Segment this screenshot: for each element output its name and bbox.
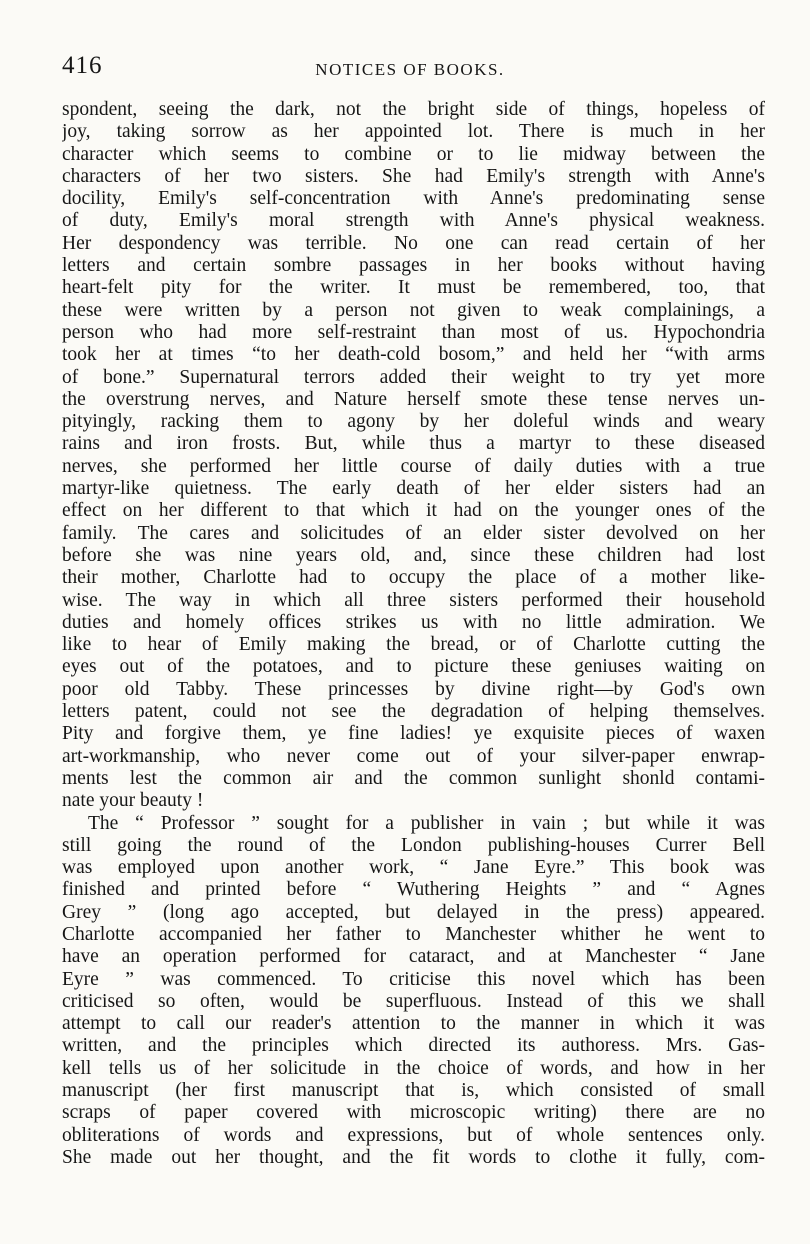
text-line: person who had more self-restraint than most of us. Hypochondria: [62, 321, 765, 343]
text-line: these were written by a person not given to weak complainings, a: [62, 299, 765, 321]
text-line: spondent, seeing the dark, not the bright side of things, hopeless of: [62, 99, 765, 120]
text-line: written, and the principles which directed its authoress. Mrs. Gas-: [62, 1035, 765, 1057]
text-line: ments lest the common air and the common sunlight shonld contami-: [62, 767, 765, 789]
text-line: joy, taking sorrow as her appointed lot. There is much in her: [62, 121, 765, 143]
text-line: criticised so often, would be superfluous. Instead of this we shall: [62, 990, 765, 1012]
text-line: heart-felt pity for the writer. It must be remembered, too, that: [62, 277, 765, 299]
body-text: [62, 99, 765, 1169]
text-line: rains and iron frosts. But, while thus a martyr to these diseased: [62, 433, 765, 455]
text-line: docility, Emily's self-concentration with Anne's predominating sense: [62, 188, 765, 210]
running-head: NOTICES OF BOOKS.: [315, 60, 505, 79]
text-line: family. The cares and solicitudes of an elder sister devolved on her: [62, 522, 765, 544]
text-line: nerves, she performed her little course of daily duties with a true: [62, 455, 765, 477]
text-line: wise. The way in which all three sisters performed their household: [62, 589, 765, 611]
text-line: characters of her two sisters. She had Emily's strength with Anne's: [62, 165, 765, 187]
text-line: the overstrung nerves, and Nature herself smote these tense nerves un-: [62, 388, 765, 410]
text-line: letters patent, could not see the degradation of helping themselves.: [62, 701, 765, 723]
text-line: of duty, Emily's moral strength with Anne's physical weakness.: [62, 210, 765, 232]
text-line: Grey ” (long ago accepted, but delayed in the press) appeared.: [62, 901, 765, 923]
text-line: The “ Professor ” sought for a publisher in vain ; but while it was: [88, 812, 765, 834]
text-line: letters and certain sombre passages in her books without having: [62, 255, 765, 277]
text-line: effect on her different to that which it had on the younger ones of the: [62, 500, 765, 522]
text-line: eyes out of the potatoes, and to picture these geniuses waiting on: [62, 656, 765, 678]
text-line: martyr-like quietness. The early death of her elder sisters had an: [62, 478, 765, 500]
text-line: finished and printed before “ Wuthering Heights ” and “ Agnes: [62, 879, 765, 901]
page-number: 416: [62, 52, 103, 79]
text-line: poor old Tabby. These princesses by divine right—by God's own: [62, 678, 765, 700]
text-line: scraps of paper covered with microscopic writing) there are no: [62, 1102, 765, 1124]
text-line: Pity and forgive them, ye fine ladies! ye exquisite pieces of waxen: [62, 723, 765, 745]
text-line: like to hear of Emily making the bread, or of Charlotte cutting the: [62, 634, 765, 656]
text-line: took her at times “to her death-cold bosom,” and held her “with arms: [62, 344, 765, 366]
text-line: still going the round of the London publishing-houses Currer Bell: [62, 834, 765, 856]
text-line: She made out her thought, and the fit words to clothe it fully, com-: [62, 1146, 765, 1168]
text-line: Her despondency was terrible. No one can read certain of her: [62, 232, 765, 254]
text-line: Charlotte accompanied her father to Manchester whither he went to: [62, 923, 765, 945]
text-line: Eyre ” was commenced. To criticise this novel which has been: [62, 968, 765, 990]
text-line: was employed upon another work, “ Jane Eyre.” This book was: [62, 857, 765, 879]
text-line: character which seems to combine or to lie midway between the: [62, 143, 765, 165]
text-line: pityingly, racking them to agony by her doleful winds and weary: [62, 411, 765, 433]
text-line: manuscript (her first manuscript that is, which consisted of small: [62, 1080, 765, 1102]
text-line: art-workmanship, who never come out of your silver-paper enwrap-: [62, 745, 765, 767]
text-line: attempt to call our reader's attention to the manner in which it was: [62, 1013, 765, 1035]
text-line: nate your beauty !: [62, 790, 204, 812]
text-line: their mother, Charlotte had to occupy the place of a mother like-: [62, 567, 765, 589]
text-line: have an operation performed for cataract, and at Manchester “ Jane: [62, 946, 765, 968]
text-line: obliterations of words and expressions, but of whole sentences only.: [62, 1124, 765, 1146]
text-line: kell tells us of her solicitude in the choice of words, and how in her: [62, 1057, 765, 1079]
text-line: of bone.” Supernatural terrors added their weight to try yet more: [62, 366, 765, 388]
text-line: duties and homely offices strikes us with no little admiration. We: [62, 611, 765, 633]
text-line: before she was nine years old, and, since these children had lost: [62, 544, 765, 566]
page-header: [62, 52, 758, 88]
